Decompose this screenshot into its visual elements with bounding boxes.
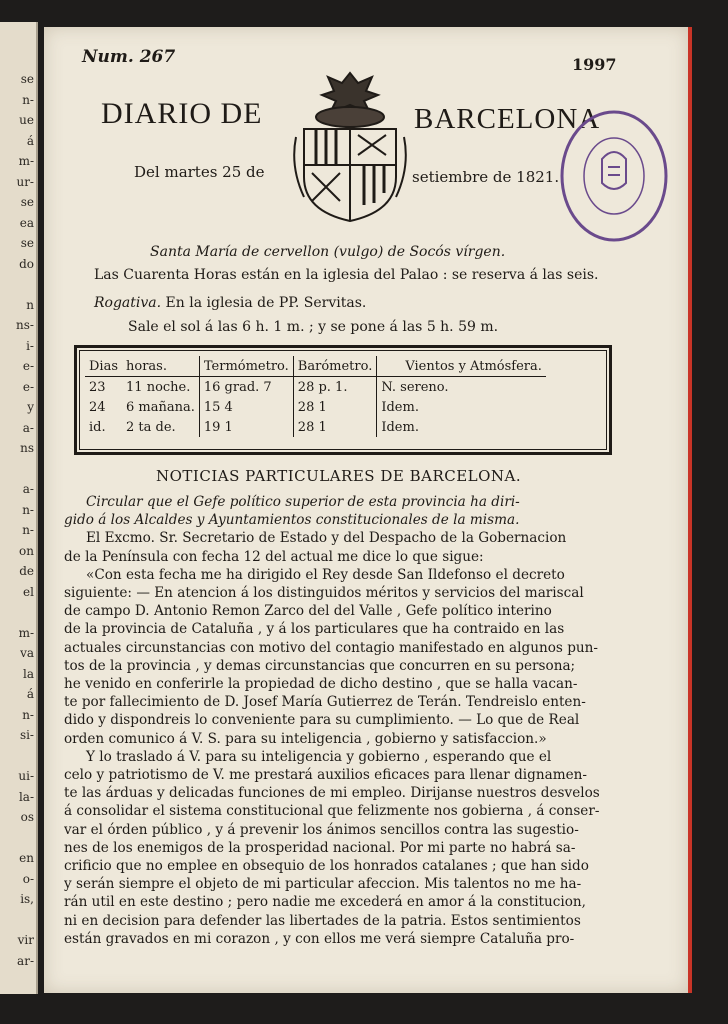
margin-fragment: de xyxy=(19,564,34,578)
margin-fragment: e- xyxy=(22,379,34,394)
body-line: ni en decision para defender las libertades de la patria. Estos sentimientos xyxy=(64,912,581,929)
body-line: de la Península con fecha 12 del actual me dice lo que sigue: xyxy=(64,548,484,565)
cuarenta-horas-notice: Las Cuarenta Horas están en la iglesia del Palao : se reserva á las seis. xyxy=(94,267,599,283)
margin-fragment: n xyxy=(26,297,34,312)
margin-fragment: va xyxy=(20,646,34,660)
margin-fragment: á xyxy=(26,133,34,148)
margin-fragment: ns- xyxy=(16,318,34,332)
weather-row xyxy=(85,397,546,417)
margin-fragment: el xyxy=(23,584,34,599)
weather-table xyxy=(74,345,612,455)
margin-fragment: on xyxy=(19,543,34,558)
margin-fragment: do xyxy=(19,256,34,271)
body-line: Circular que el Gefe político superior de esta provincia ha diri- xyxy=(86,494,520,510)
margin-fragment: m- xyxy=(18,154,34,168)
margin-fragment: vir xyxy=(17,933,34,947)
body-line: gido á los Alcaldes y Ayuntamientos constitucionales de la misma. xyxy=(64,512,520,529)
header-horas: horas. xyxy=(122,356,199,377)
cell-vientos: Idem. xyxy=(381,419,419,435)
body-line: de campo D. Antonio Remon Zarco del del Valle , Gefe político interino xyxy=(64,603,552,620)
cell-termometro: 19 1 xyxy=(199,417,293,437)
margin-fragment: o- xyxy=(22,871,34,886)
cell-hora: 2 ta de. xyxy=(122,417,199,437)
body-line: var el órden público , y á prevenir los ánimos sencillos contra las sugestio- xyxy=(64,821,579,838)
masthead-right: BARCELONA xyxy=(414,103,601,135)
header-barometro: Barómetro. xyxy=(293,356,377,377)
header-termometro: Termómetro. xyxy=(199,356,293,377)
section-heading: NOTICIAS PARTICULARES DE BARCELONA. xyxy=(156,467,522,485)
margin-fragment: si- xyxy=(19,728,34,742)
issue-number: Num. 267 xyxy=(82,47,176,67)
body-line: siguiente: — En atencion á los distinguidos méritos y servicios del mariscal xyxy=(64,585,584,602)
cell-dia: 24 xyxy=(89,399,106,415)
margin-fragment: se xyxy=(20,195,34,209)
margin-fragment: e- xyxy=(22,359,34,373)
margin-fragment: en xyxy=(19,851,34,865)
body-line: «Con esta fecha me ha dirigido el Rey desde San Ildefonso el decreto xyxy=(86,566,565,583)
page-number: 1997 xyxy=(572,55,617,74)
body-line: están gravados en mi corazon , y con ellos me verá siempre Cataluña pro- xyxy=(64,930,575,947)
body-line: dido y dispondreis lo conveniente para su cumplimiento. — Lo que de Real xyxy=(64,712,580,729)
masthead-left: DIARIO DE xyxy=(101,97,263,130)
margin-fragment: ns xyxy=(20,441,34,455)
newspaper-page xyxy=(44,27,692,993)
date-left: Del martes 25 de xyxy=(134,163,265,181)
body-line: te las árduas y delicadas funciones de mi empleo. Dirijanse nuestros desvelos xyxy=(64,785,600,802)
margin-fragment: i- xyxy=(26,338,34,353)
library-stamp xyxy=(558,107,670,245)
body-line: rán util en este destino ; pero nadie me excederá en amor á la constitucion, xyxy=(64,894,586,911)
margin-fragment: os xyxy=(20,810,34,824)
weather-row xyxy=(85,377,546,398)
cell-dia: 23 xyxy=(89,379,106,395)
margin-fragment: la- xyxy=(18,789,34,804)
cell-vientos: Idem. xyxy=(381,399,419,415)
margin-fragment: n- xyxy=(22,523,34,537)
margin-fragment: a- xyxy=(22,420,34,435)
cell-barometro: 28 1 xyxy=(293,397,377,417)
margin-fragment: n- xyxy=(22,502,34,517)
body-line: orden comunico á V. S. para su inteligencia , gobierno y satisfaccion.» xyxy=(64,730,547,747)
margin-fragment: ui- xyxy=(18,769,34,783)
rogativa-notice xyxy=(94,295,366,311)
cell-barometro: 28 1 xyxy=(293,417,377,437)
saint-of-the-day: Santa María de cervellon (vulgo) de Socós vírgen. xyxy=(150,244,506,260)
margin-fragment: ue xyxy=(19,113,34,127)
margin-fragment: la xyxy=(23,666,34,681)
margin-fragment: se xyxy=(20,72,34,86)
weather-header-row xyxy=(85,356,546,377)
body-line: de la provincia de Cataluña , y á los particulares que ha contraido en las xyxy=(64,621,565,638)
previous-page-edge xyxy=(0,22,38,994)
cell-dia: id. xyxy=(89,419,106,435)
body-line: y serán siempre el objeto de mi particular afeccion. Mis talentos no me ha- xyxy=(64,876,582,893)
margin-fragment: se xyxy=(20,236,34,250)
margin-fragment: y xyxy=(27,400,34,414)
body-line: El Excmo. Sr. Secretario de Estado y del Despacho de la Gobernacion xyxy=(86,530,567,547)
cell-vientos: N. sereno. xyxy=(381,379,449,395)
margin-fragment: n- xyxy=(22,92,34,107)
rogativa-text: En la iglesia de PP. Servitas. xyxy=(161,295,367,311)
header-dias: Dias xyxy=(85,356,122,377)
body-line: tos de la provincia , y demas circunstancias que concurren en su persona; xyxy=(64,657,576,674)
margin-fragment: ur- xyxy=(16,174,34,189)
header-vientos: Vientos y Atmósfera. xyxy=(377,356,546,377)
coat-of-arms-icon xyxy=(286,67,414,227)
margin-fragment: n- xyxy=(22,707,34,722)
article-body xyxy=(64,493,616,948)
cell-termometro: 16 grad. 7 xyxy=(199,377,293,398)
date-right: setiembre de 1821. xyxy=(412,168,560,186)
body-line: te por fallecimiento de D. Josef María Gutierrez de Terán. Tendreislo enten- xyxy=(64,694,586,711)
rogativa-label: Rogativa. xyxy=(94,295,162,311)
cell-hora: 11 noche. xyxy=(122,377,199,398)
margin-fragment: a- xyxy=(22,482,34,496)
margin-fragment: m- xyxy=(18,625,34,640)
body-line: nes de los enemigos de la prosperidad nacional. Por mi parte no habrá sa- xyxy=(64,839,576,856)
margin-fragment: á xyxy=(26,687,34,701)
sun-times: Sale el sol á las 6 h. 1 m. ; y se pone á las 5 h. 59 m. xyxy=(128,319,499,335)
body-line: celo y patriotismo de V. me prestará auxilios eficaces para llenar dignamen- xyxy=(64,767,587,784)
weather-row xyxy=(85,417,546,437)
body-line: á consolidar el sistema constitucional que felizmente nos gobierna , á conser- xyxy=(64,803,600,820)
body-line: actuales circunstancias con motivo del contagio manifestado en algunos pun- xyxy=(64,639,598,656)
cell-barometro: 28 p. 1. xyxy=(293,377,377,398)
margin-fragment: ar- xyxy=(17,953,34,968)
margin-fragment: ea xyxy=(19,215,34,230)
cell-termometro: 15 4 xyxy=(199,397,293,417)
body-line: he venido en conferirle la propiedad de dicho destino , que se halla vacan- xyxy=(64,676,578,693)
cell-hora: 6 mañana. xyxy=(122,397,199,417)
margin-fragment: is, xyxy=(20,892,34,906)
body-line: Y lo traslado á V. para su inteligencia y gobierno , esperando que el xyxy=(86,748,552,765)
body-line: crificio que no emplee en obsequio de los honrados catalanes ; que han sido xyxy=(64,858,589,875)
